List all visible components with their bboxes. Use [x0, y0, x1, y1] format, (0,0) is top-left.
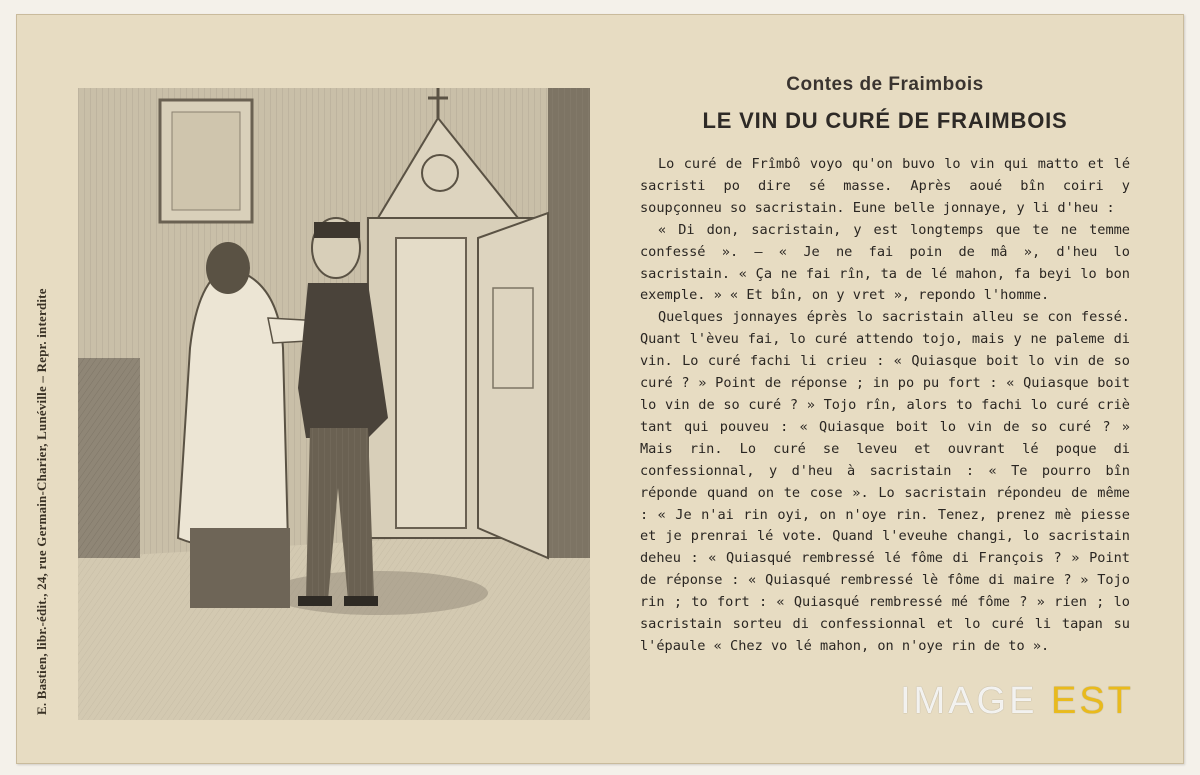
story-title: LE VIN DU CURÉ DE FRAIMBOIS: [702, 108, 1068, 133]
paragraph: Lo curé de Frîmbô voyo qu'on buvo lo vin qui matto et lé sacristi po dire sé masse. Après aoué bîn coiri y soupçonneu so sacristain. Eune belle jonnaye, y li d'heu :: [640, 156, 1130, 216]
watermark-main: IMAGE: [900, 680, 1038, 722]
watermark-accent: EST: [1051, 680, 1134, 722]
publisher-credit: E. Bastien, libr.-édit., 24, rue Germain-Charier, Lunéville – Repr. interdite: [34, 288, 49, 715]
series-heading: Contes de Fraimbois: [786, 74, 984, 95]
illustration: [78, 88, 590, 720]
illustration-drawing: [78, 88, 590, 720]
story-text: [640, 154, 1130, 658]
paragraph: Quelques jonnayes éprès lo sacristain alleu se con fessé. Quant l'èveu fai, lo curé attendo tojo, mais y ne paleme di vin. Lo curé fachi li crieu : « Quiasque boit lo vin de so curé ? » Point de réponse ; in po pu fort : « Quiasque boit lo vin de so curé ? » Tojo rîn, alors to fachi lo curé criè tant qui pouveu : « Quiasque boit lo vin de so curé ? » Mais rin. Lo curé se leveu et ouvrant lé poque di confessionnal, y d'heu à sacristain : « Te pourro bîn réponde quand on te cose ». Lo sacristain répondeu de même : « Je n'ai rin oyi, on n'oye rin. Tenez, prenez mè piesse et je prenrai lé vote. Quand l'eveuhe changi, lo sacristain deheu : « Quiasqué rembressé lé fôme di François ? » Point de réponse : « Quiasqué rembressé lè fôme di maire ? » Tojo rin ; to fort : « Quiasqué rembressé mé fôme ? » rien ; lo sacristain sorteu di confessionnal et lo curé li tapan su l'épaule « Chez vo lé mahon, on n'oye rin de to ».: [640, 309, 1130, 654]
paragraph: « Di don, sacristain, y est longtemps que te ne temme confessé ». — « Je ne fai poin de mâ », d'heu lo sacristain. « Ça ne fai rîn, ta de lé mahon, fa beyi lo bon exemple. » « Et bîn, on y vret », repondo l'homme.: [640, 221, 1130, 304]
watermark-logo: [900, 680, 1134, 723]
